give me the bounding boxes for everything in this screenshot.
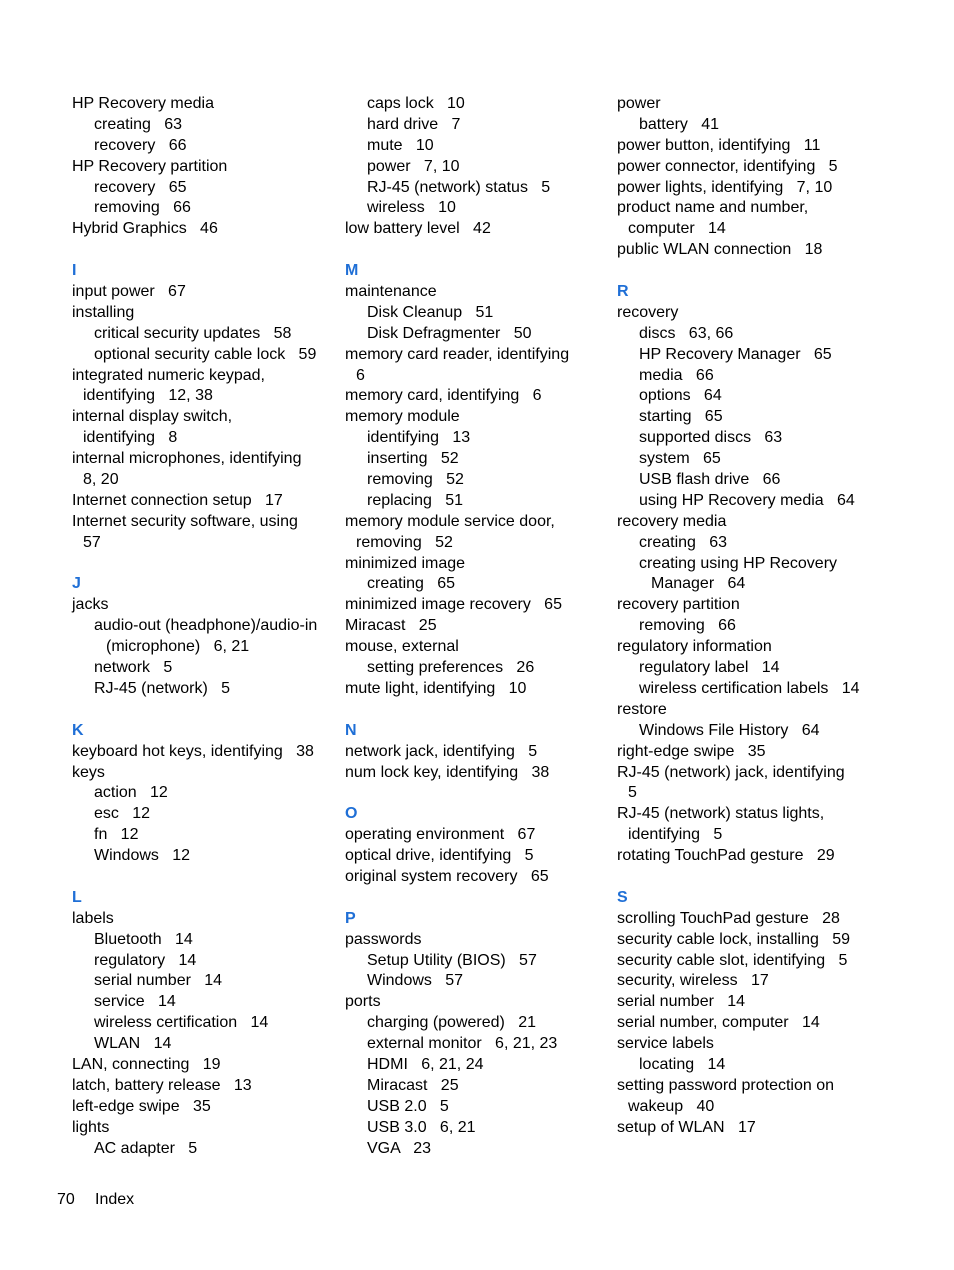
index-entry: ports [345,993,381,1011]
index-entry: optical drive, identifying 5 [345,847,534,865]
index-subentry: fn 12 [94,826,139,844]
index-entry: power lights, identifying 7, 10 [617,178,833,196]
section-spacer [345,783,607,804]
index-subentry: recovery 65 [94,178,187,196]
index-subentry: Windows File History 64 [639,721,820,739]
index-entry: 6 [356,366,365,384]
index-subentry: Windows 12 [94,847,191,865]
index-entry: identifying 5 [628,826,723,844]
index-entry: latch, battery release 13 [72,1076,252,1094]
index-entry: wakeup 40 [628,1097,715,1115]
index-entry: regulatory information [617,638,772,656]
index-subentry: (microphone) 6, 21 [106,638,250,656]
index-entry: computer 14 [628,220,726,238]
index-letter-heading: R [617,283,629,301]
index-entry: product name and number, [617,199,809,217]
index-entry: installing [72,303,135,321]
index-entry: keys [72,763,105,781]
page-number: 70 [57,1191,75,1208]
index-entry: 5 [628,784,637,802]
index-subentry: audio-out (headphone)/audio-in [94,617,318,635]
index-subentry: creating 65 [367,575,456,593]
index-entry: recovery media [617,512,727,530]
index-entry: recovery partition [617,596,740,614]
index-subentry: HDMI 6, 21, 24 [367,1055,484,1073]
index-subentry: critical security updates 58 [94,324,292,342]
index-entry: operating environment 67 [345,826,536,844]
index-subentry: creating 63 [639,533,728,551]
index-subentry: USB 2.0 5 [367,1097,449,1115]
index-subentry: Disk Cleanup 51 [367,303,494,321]
index-subentry: Setup Utility (BIOS) 57 [367,951,537,969]
index-subentry: AC adapter 5 [94,1139,198,1157]
index-entry: mute light, identifying 10 [345,679,527,697]
index-subentry: recovery 66 [94,136,187,154]
index-subentry: Miracast 25 [367,1076,459,1094]
index-entry: Miracast 25 [345,617,437,635]
index-entry: serial number 14 [617,993,746,1011]
section-spacer [72,554,334,575]
index-subentry: mute 10 [367,136,434,154]
index-entry: power connector, identifying 5 [617,157,838,175]
index-subentry: HP Recovery Manager 65 [639,345,832,363]
index-subentry: media 66 [639,366,714,384]
index-entry: maintenance [345,283,437,301]
index-subentry: locating 14 [639,1055,726,1073]
index-subentry: removing 52 [367,471,464,489]
index-letter-heading: K [72,721,84,739]
index-entry: recovery [617,303,679,321]
index-entry: Internet connection setup 17 [72,491,283,509]
index-subentry: USB flash drive 66 [639,471,781,489]
index-entry: LAN, connecting 19 [72,1055,221,1073]
index-subentry: RJ-45 (network) 5 [94,679,231,697]
index-subentry: RJ-45 (network) status 5 [367,178,551,196]
index-subentry: USB 3.0 6, 21 [367,1118,476,1136]
index-entry: removing 52 [356,533,453,551]
index-entry: passwords [345,930,422,948]
index-entry: num lock key, identifying 38 [345,763,550,781]
index-subentry: wireless certification 14 [94,1014,269,1032]
index-entry: power button, identifying 11 [617,136,821,154]
index-subentry: regulatory label 14 [639,659,780,677]
section-spacer [345,888,607,909]
index-entry: internal display switch, [72,408,233,426]
index-entry: restore [617,700,667,718]
index-entry: Internet security software, using [72,512,298,530]
index-subentry: caps lock 10 [367,95,465,112]
index-subentry: options 64 [639,387,722,405]
index-entry: rotating TouchPad gesture 29 [617,847,835,865]
index-subentry: Windows 57 [367,972,464,990]
index-entry: security, wireless 17 [617,972,769,990]
index-letter-heading: M [345,262,359,280]
index-entry: RJ-45 (network) jack, identifying [617,763,845,781]
index-entry: security cable lock, installing 59 [617,930,850,948]
index-subentry: service 14 [94,993,176,1011]
index-entry: Hybrid Graphics 46 [72,220,218,238]
index-letter-heading: L [72,888,82,906]
index-subentry: wireless certification labels 14 [639,679,860,697]
index-column-2 [345,94,607,1159]
index-entry: memory module [345,408,460,426]
index-entry: memory card, identifying 6 [345,387,542,405]
index-subentry: replacing 51 [367,491,464,509]
index-subentry: optional security cable lock 59 [94,345,317,363]
index-subentry: creating 63 [94,115,183,133]
index-entry: RJ-45 (network) status lights, [617,805,825,823]
index-letter-heading: P [345,909,356,927]
index-entry: minimized image [345,554,466,572]
index-subentry: system 65 [639,450,721,468]
index-entry: input power 67 [72,283,186,301]
index-entry: security cable slot, identifying 5 [617,951,848,969]
index-entry: low battery level 42 [345,220,491,238]
index-entry: HP Recovery media [72,95,214,112]
index-entry: keyboard hot keys, identifying 38 [72,742,314,760]
index-entry: original system recovery 65 [345,867,549,885]
index-entry: lights [72,1118,110,1136]
index-subentry: external monitor 6, 21, 23 [367,1035,558,1053]
index-entry: identifying 8 [83,429,178,447]
index-subentry: setting preferences 26 [367,659,535,677]
index-subentry: wireless 10 [367,199,456,217]
index-letter-heading: J [72,575,81,593]
index-letter-heading: S [617,888,628,906]
index-subentry: regulatory 14 [94,951,197,969]
page-footer [57,1190,134,1210]
index-entry: minimized image recovery 65 [345,596,562,614]
index-column-3 [617,94,879,1139]
section-spacer [345,240,607,261]
index-subentry: hard drive 7 [367,115,461,133]
index-entry: power [617,95,661,112]
footer-section-title: Index [95,1191,135,1208]
index-subentry: inserting 52 [367,450,459,468]
index-entry: memory module service door, [345,512,555,530]
index-entry: setup of WLAN 17 [617,1118,756,1136]
index-subentry: Disk Defragmenter 50 [367,324,532,342]
index-subentry: Bluetooth 14 [94,930,193,948]
index-entry: mouse, external [345,638,459,656]
index-subentry: network 5 [94,659,173,677]
section-spacer [72,867,334,888]
index-entry: network jack, identifying 5 [345,742,538,760]
index-entry: identifying 12, 38 [83,387,213,405]
index-entry: HP Recovery partition [72,157,228,175]
index-subentry: battery 41 [639,115,720,133]
index-subentry: action 12 [94,784,168,802]
index-entry: right-edge swipe 35 [617,742,766,760]
index-subentry: creating using HP Recovery [639,554,838,572]
index-entry: 8, 20 [83,471,119,489]
index-subentry: WLAN 14 [94,1035,172,1053]
index-subentry: charging (powered) 21 [367,1014,536,1032]
index-entry: service labels [617,1035,714,1053]
index-subentry: using HP Recovery media 64 [639,491,855,509]
index-subentry: VGA 23 [367,1139,432,1157]
index-entry: integrated numeric keypad, [72,366,265,384]
index-subentry: removing 66 [639,617,736,635]
index-letter-heading: O [345,805,358,823]
index-subentry: Manager 64 [651,575,746,593]
index-subentry: supported discs 63 [639,429,783,447]
index-entry: serial number, computer 14 [617,1014,820,1032]
index-subentry: identifying 13 [367,429,471,447]
index-entry: labels [72,909,114,927]
section-spacer [345,700,607,721]
index-subentry: esc 12 [94,805,151,823]
section-spacer [617,261,879,282]
index-entry: setting password protection on [617,1076,835,1094]
index-subentry: removing 66 [94,199,191,217]
index-entry: left-edge swipe 35 [72,1097,211,1115]
index-entry: internal microphones, identifying [72,450,302,468]
index-column-1 [72,94,334,1159]
index-entry: public WLAN connection 18 [617,241,823,259]
index-letter-heading: I [72,262,77,280]
index-entry: memory card reader, identifying [345,345,570,363]
index-subentry: starting 65 [639,408,723,426]
index-subentry: power 7, 10 [367,157,460,175]
index-entry: 57 [83,533,101,551]
index-letter-heading: N [345,721,357,739]
section-spacer [617,867,879,888]
index-entry: jacks [72,596,109,614]
section-spacer [72,240,334,261]
index-subentry: discs 63, 66 [639,324,734,342]
section-spacer [72,700,334,721]
index-entry: scrolling TouchPad gesture 28 [617,909,840,927]
index-subentry: serial number 14 [94,972,223,990]
